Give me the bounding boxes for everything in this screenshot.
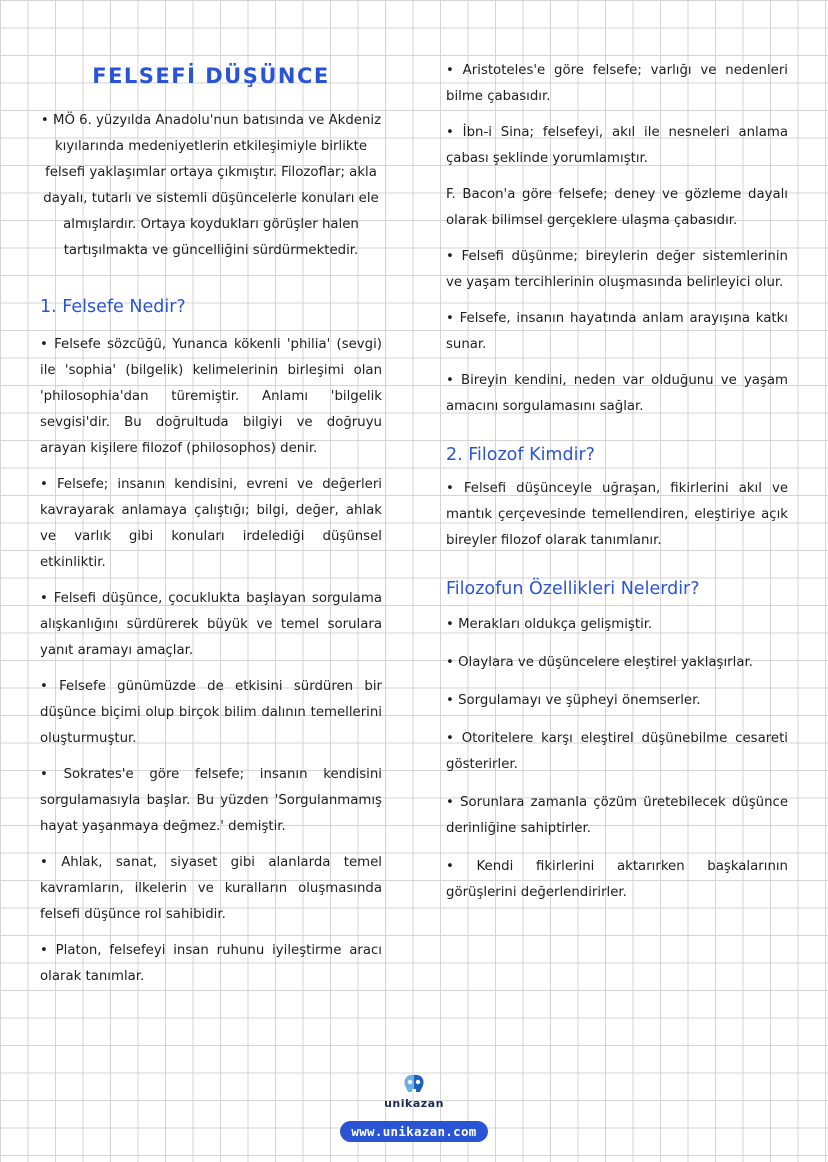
paragraph: • Felsefi düşünce, çocuklukta başlayan sorgulama alışkanlığını sürdürerek büyük ve temel sorulara yanıt aramayı amaçlar. [40,591,382,658]
list-item: • Kendi fikirlerini aktarırken başkalarının görüşlerini değerlendirirler. [446,859,788,900]
paragraph: • Sokrates'e göre felsefe; insanın kendisini sorgulamasıyla başlar. Bu yüzden 'Sorgulanmamış hayat yaşanmaya değmez.' demiştir. [40,767,382,834]
website-url[interactable]: www.unikazan.com [340,1121,487,1142]
list-item: • Olaylara ve düşüncelere eleştirel yaklaşırlar. [446,655,753,670]
paragraph: • Aristoteles'e göre felsefe; varlığı ve nedenleri bilme çabasıdır. [446,63,788,104]
list-item: • Sorunlara zamanla çözüm üretebilecek düşünce derinliğine sahiptirler. [446,795,788,836]
paragraph: • Ahlak, sanat, siyaset gibi alanlarda temel kavramların, ilkelerin ve kuralların oluşmasında felsefi düşünce rol sahibidir. [40,855,382,922]
paragraph: • Platon, felsefeyi insan ruhunu iyileştirme aracı olarak tanımlar. [40,943,382,984]
page-title: FELSEFİ DÜŞÜNCE [92,64,330,88]
section-heading-filozof-kimdir: 2. Filozof Kimdir? [446,445,595,465]
paragraph: • Felsefe günümüzde de etkisini sürdüren bir düşünce biçimi olup birçok bilim dalının temellerini oluşturmuştur. [40,679,382,746]
list-item: • Sorgulamayı ve şüpheyi önemserler. [446,693,701,708]
paragraph: • Felsefi düşünceyle uğraşan, fikirlerini akıl ve mantık çerçevesinde temellendiren, eleştiriye açık bireyler filozof olarak tanımlanır. [446,481,788,548]
section-heading-felsefe-nedir: 1. Felsefe Nedir? [40,297,186,317]
footer [0,1072,828,1142]
brand-name: unikazan [384,1097,444,1110]
left-column [40,58,382,1000]
paragraph: • İbn-i Sina; felsefeyi, akıl ile nesneleri anlama çabası şeklinde yorumlamıştır. [446,125,788,166]
brand-logo [384,1072,444,1110]
paragraph: • Felsefe; insanın kendisini, evreni ve değerleri kavrayarak anlamaya çalıştığı; bilgi, değer, ahlak ve varlık gibi konuları irdelediği düşünsel etkinliktir. [40,477,382,570]
twin-heads-icon [399,1072,429,1096]
section-heading-filozof-ozellikleri: Filozofun Özellikleri Nelerdir? [446,579,700,599]
intro-paragraph: • MÖ 6. yüzyılda Anadolu'nun batısında ve Akdeniz kıyılarında medeniyetlerin etkileşimiyle birlikte felsefi yaklaşımlar ortaya çıkmıştır. Filozoflar; akla dayalı, tutarlı ve sistemli düşüncelerle konuları ele almışlardır. Ortaya koydukları görüşler halen tartışılmakta ve güncelliğini sürdürmektedir. [40,113,382,258]
paragraph: • Felsefi düşünme; bireylerin değer sistemlerinin ve yaşam tercihlerinin oluşmasında belirleyici olur. [446,249,788,290]
paragraph: • Felsefe sözcüğü, Yunanca kökenli 'philia' (sevgi) ile 'sophia' (bilgelik) kelimelerinin birleşimi olan 'philosophia'dan türemiştir. Anlamı 'bilgelik sevgisi'dir. Bu doğrultuda bilgiyi ve doğruyu arayan kişilere filozof (philosophos) denir. [40,337,382,456]
paragraph: • Felsefe, insanın hayatında anlam arayışına katkı sunar. [446,311,788,352]
list-item: • Otoritelere karşı eleştirel düşünebilme cesareti gösterirler. [446,731,788,772]
paragraph: • Bireyin kendini, neden var olduğunu ve yaşam amacını sorgulamasını sağlar. [446,373,788,414]
paragraph: F. Bacon'a göre felsefe; deney ve gözleme dayalı olarak bilimsel gerçeklere ulaşma çabasıdır. [446,187,788,228]
list-item: • Merakları oldukça gelişmiştir. [446,617,653,632]
right-column [446,58,788,918]
